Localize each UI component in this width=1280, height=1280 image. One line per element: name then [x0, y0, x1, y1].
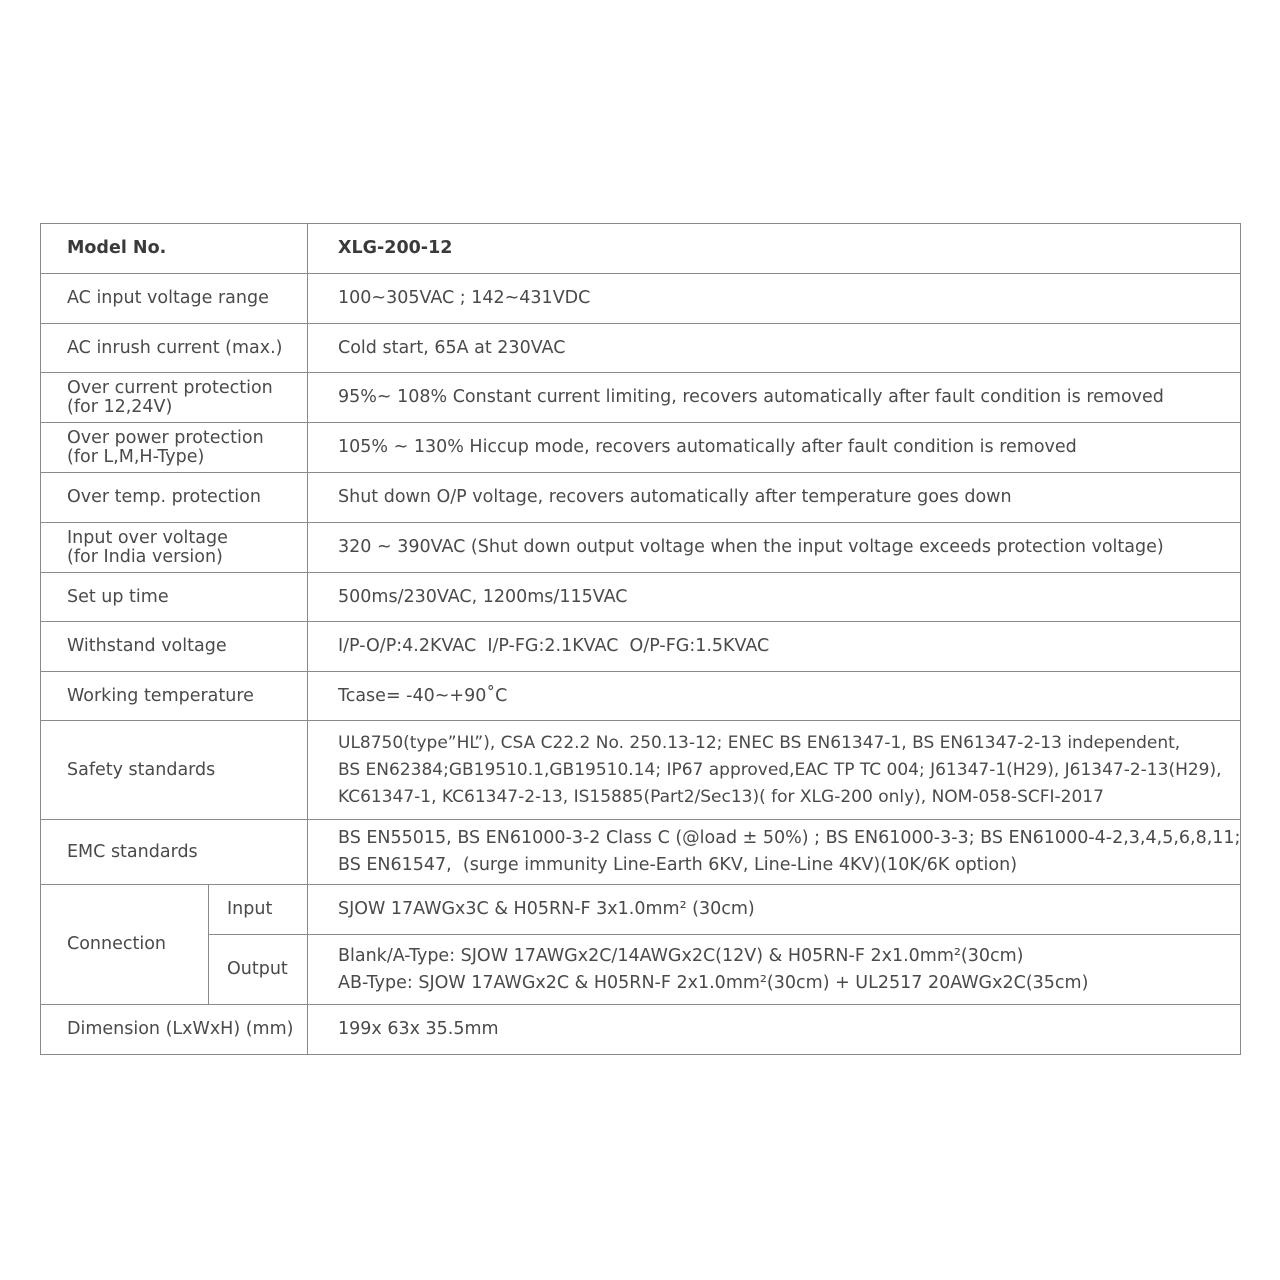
spec-row-withstand-voltage [41, 622, 1241, 672]
connection-output-label: Output [227, 959, 288, 979]
working-temp-label: Working temperature [67, 685, 254, 706]
working-temp-value: Tcase= -40~+90˚C [338, 685, 508, 706]
connection-label: Connection [67, 934, 167, 954]
emc-label: EMC standards [67, 841, 198, 862]
over-power-label-line: Over power protection [67, 427, 264, 448]
spec-row-emc [41, 820, 1241, 885]
setup-time-value: 500ms/230VAC, 1200ms/115VAC [338, 586, 628, 607]
spec-row-working-temp [41, 672, 1241, 721]
emc-line: BS EN61547, (surge immunity Line-Earth 6KV, Line-Line 4KV)(10K/6K option) [338, 855, 1018, 875]
input-over-voltage-label-line: (for India version) [67, 546, 223, 567]
spec-row-ac-input-voltage [41, 274, 1241, 324]
spec-row-safety [41, 721, 1241, 820]
safety-line: KC61347-1, KC61347-2-13, IS15885(Part2/Sec13)( for XLG-200 only), NOM-058-SCFI-2017 [338, 786, 1104, 807]
safety-label: Safety standards [67, 759, 216, 780]
spec-row-connection-input [41, 885, 1241, 935]
safety-line: BS EN62384;GB19510.1,GB19510.14; IP67 approved,EAC TP TC 004; J61347-1(H29), J61347-2-13(H29), [338, 759, 1222, 780]
connection-output-line: Blank/A-Type: SJOW 17AWGx2C/14AWGx2C(12V) & H05RN-F 2x1.0mm²(30cm) [338, 945, 1024, 966]
spec-row-over-power [41, 423, 1241, 473]
connection-input-value: SJOW 17AWGx3C & H05RN-F 3x1.0mm² (30cm) [338, 899, 755, 919]
over-current-label-line: Over current protection [67, 377, 273, 398]
spec-row-input-over-voltage [41, 523, 1241, 573]
spec-row-inrush-current [41, 324, 1241, 373]
withstand-voltage-value: I/P-O/P:4.2KVAC I/P-FG:2.1KVAC O/P-FG:1.5KVAC [338, 636, 770, 656]
dimension-label: Dimension (LxWxH) (mm) [67, 1019, 294, 1039]
input-over-voltage-label-line: Input over voltage [67, 527, 228, 548]
dimension-value: 199x 63x 35.5mm [338, 1019, 499, 1039]
over-power-label-line: (for L,M,H-Type) [67, 446, 205, 467]
connection-output-line: AB-Type: SJOW 17AWGx2C & H05RN-F 2x1.0mm²(30cm) + UL2517 20AWGx2C(35cm) [338, 972, 1089, 993]
model-value-cell [308, 224, 1241, 274]
withstand-voltage-label: Withstand voltage [67, 636, 227, 656]
setup-time-label: Set up time [67, 586, 169, 607]
inrush-current-label: AC inrush current (max.) [67, 337, 283, 358]
over-current-label-line: (for 12,24V) [67, 396, 173, 417]
spec-row-over-current [41, 373, 1241, 423]
model-label-cell [41, 224, 308, 274]
emc-line: BS EN55015, BS EN61000-3-2 Class C (@load ± 50%) ; BS EN61000-3-3; BS EN61000-4-2,3,4,5,6,8,11; [338, 828, 1241, 848]
ac-input-voltage-label: AC input voltage range [67, 288, 269, 308]
spec-table [40, 223, 1241, 1055]
safety-line: UL8750(type”HL”), CSA C22.2 No. 250.13-12; ENEC BS EN61347-1, BS EN61347-2-13 independent, [338, 732, 1181, 753]
spec-row-setup-time [41, 573, 1241, 622]
over-temp-value: Shut down O/P voltage, recovers automatically after temperature goes down [338, 487, 1012, 507]
spec-row-over-temp [41, 473, 1241, 523]
model-value: XLG-200-12 [338, 238, 453, 258]
spec-row-dimension [41, 1005, 1241, 1055]
ac-input-voltage-value: 100~305VAC ; 142~431VDC [338, 288, 591, 308]
over-temp-label: Over temp. protection [67, 487, 261, 507]
over-power-value: 105% ~ 130% Hiccup mode, recovers automatically after fault condition is removed [338, 437, 1077, 457]
over-current-value: 95%~ 108% Constant current limiting, recovers automatically after fault condition is removed [338, 387, 1164, 407]
spec-row-connection-output [41, 935, 1241, 1005]
connection-input-label: Input [227, 899, 273, 919]
input-over-voltage-value: 320 ~ 390VAC (Shut down output voltage when the input voltage exceeds protection voltage) [338, 537, 1164, 557]
spec-row-model [41, 224, 1241, 274]
model-label: Model No. [67, 238, 167, 258]
inrush-current-value: Cold start, 65A at 230VAC [338, 337, 566, 358]
